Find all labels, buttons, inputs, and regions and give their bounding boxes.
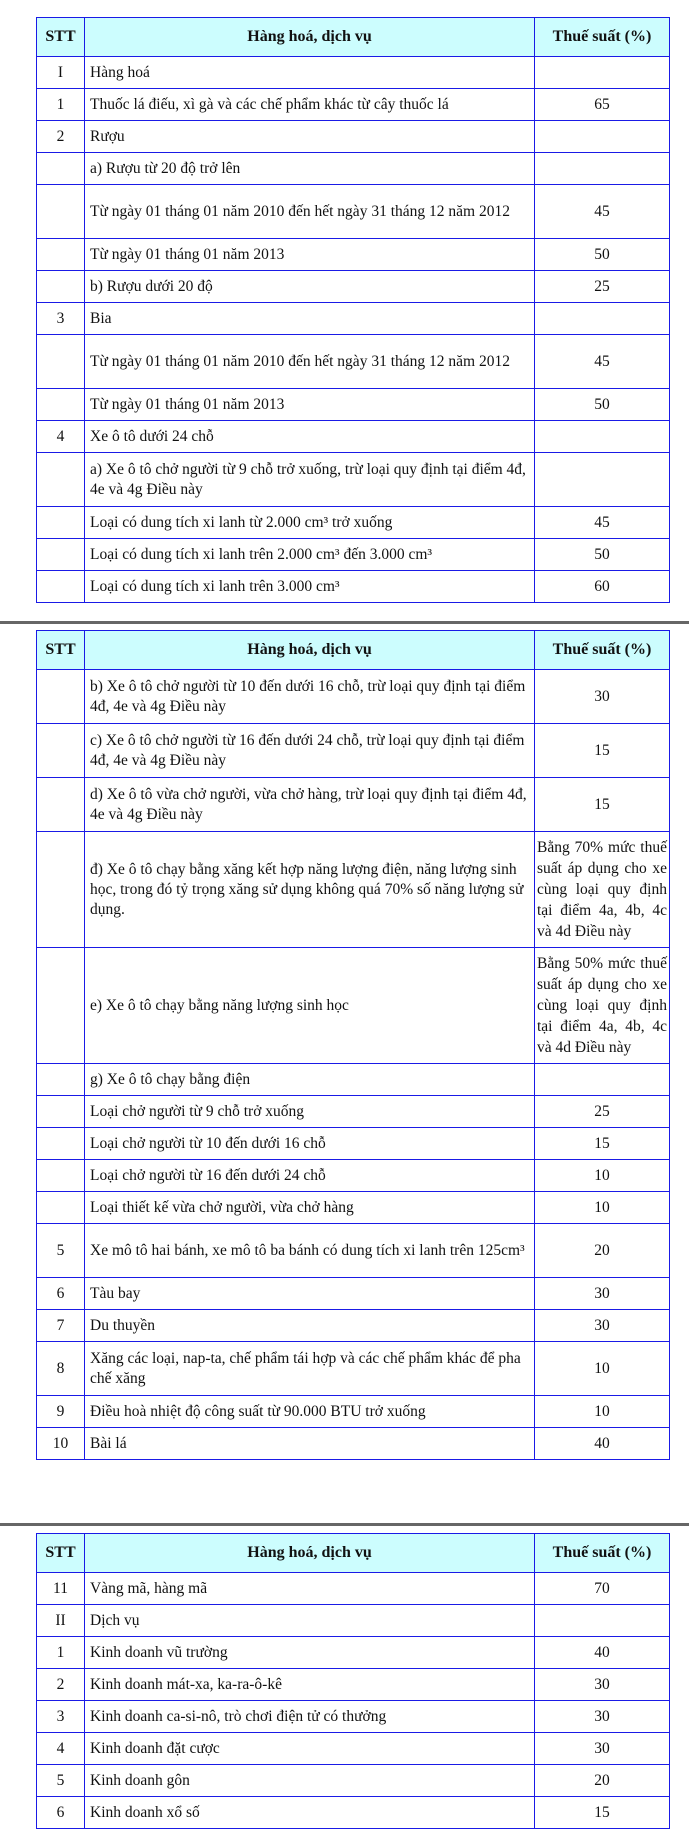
table-row	[37, 303, 670, 335]
tax-table-part-1	[36, 17, 669, 603]
table-row	[37, 1669, 670, 1701]
row-stt: 10	[37, 1428, 85, 1460]
row-rate	[535, 1064, 670, 1096]
row-item: Từ ngày 01 tháng 01 năm 2013	[85, 389, 535, 421]
row-rate	[535, 1605, 670, 1637]
row-item: Kinh doanh xổ số	[85, 1797, 535, 1829]
header-item: Hàng hoá, dịch vụ	[85, 18, 535, 57]
row-rate: 65	[535, 89, 670, 121]
header-rate: Thuế suất (%)	[535, 631, 670, 670]
row-item: Từ ngày 01 tháng 01 năm 2010 đến hết ngày 31 tháng 12 năm 2012	[85, 335, 535, 389]
row-rate: 50	[535, 539, 670, 571]
row-item: Kinh doanh ca-si-nô, trò chơi điện tử có thưởng	[85, 1701, 535, 1733]
row-item: Vàng mã, hàng mã	[85, 1573, 535, 1605]
header-stt: STT	[37, 18, 85, 57]
table-row	[37, 778, 670, 832]
tax-rate-table	[36, 1533, 670, 1829]
row-item: a) Rượu từ 20 độ trở lên	[85, 153, 535, 185]
table-row	[37, 1278, 670, 1310]
row-stt	[37, 539, 85, 571]
row-stt: 2	[37, 121, 85, 153]
tax-rate-table	[36, 17, 670, 603]
row-stt: 5	[37, 1765, 85, 1797]
table-row	[37, 539, 670, 571]
row-rate	[535, 421, 670, 453]
row-rate: 30	[535, 1278, 670, 1310]
table-row	[37, 185, 670, 239]
row-item: c) Xe ô tô chở người từ 16 đến dưới 24 chỗ, trừ loại quy định tại điểm 4đ, 4e và 4g Điều này	[85, 724, 535, 778]
row-rate	[535, 153, 670, 185]
row-rate: 50	[535, 389, 670, 421]
row-stt	[37, 1128, 85, 1160]
row-item: Kinh doanh vũ trường	[85, 1637, 535, 1669]
row-item: Du thuyền	[85, 1310, 535, 1342]
row-rate: 20	[535, 1224, 670, 1278]
row-item: Loại chở người từ 10 đến dưới 16 chỗ	[85, 1128, 535, 1160]
tax-rate-table	[36, 630, 670, 1460]
row-stt: 9	[37, 1396, 85, 1428]
table-row	[37, 89, 670, 121]
table-row	[37, 1733, 670, 1765]
row-stt: 11	[37, 1573, 85, 1605]
row-stt	[37, 185, 85, 239]
row-rate: 15	[535, 778, 670, 832]
row-stt	[37, 1192, 85, 1224]
table-row	[37, 1064, 670, 1096]
row-rate: 15	[535, 724, 670, 778]
row-stt: 4	[37, 421, 85, 453]
row-item: Kinh doanh mát-xa, ka-ra-ô-kê	[85, 1669, 535, 1701]
row-rate: 30	[535, 1733, 670, 1765]
row-rate: 10	[535, 1396, 670, 1428]
section-divider	[0, 621, 689, 624]
row-item: g) Xe ô tô chạy bằng điện	[85, 1064, 535, 1096]
row-rate: 45	[535, 335, 670, 389]
row-item: Kinh doanh gôn	[85, 1765, 535, 1797]
row-rate: 15	[535, 1797, 670, 1829]
row-rate: 45	[535, 185, 670, 239]
tax-table-part-3	[36, 1533, 669, 1829]
row-item: b) Rượu dưới 20 độ	[85, 271, 535, 303]
row-rate: 25	[535, 271, 670, 303]
row-stt	[37, 153, 85, 185]
table-row	[37, 57, 670, 89]
row-stt	[37, 948, 85, 1064]
row-rate: 40	[535, 1428, 670, 1460]
section-divider	[0, 1523, 689, 1526]
row-item: Bài lá	[85, 1428, 535, 1460]
row-rate	[535, 303, 670, 335]
row-stt: 1	[37, 89, 85, 121]
row-stt: 6	[37, 1278, 85, 1310]
row-rate	[535, 121, 670, 153]
row-rate: 10	[535, 1192, 670, 1224]
row-item: đ) Xe ô tô chạy bằng xăng kết hợp năng lượng điện, năng lượng sinh học, trong đó tỷ trọng xăng sử dụng không quá 70% số năng lượng sử dụng.	[85, 832, 535, 948]
row-item: Điều hoà nhiệt độ công suất từ 90.000 BTU trở xuống	[85, 1396, 535, 1428]
row-stt: 8	[37, 1342, 85, 1396]
row-stt	[37, 778, 85, 832]
row-stt: I	[37, 57, 85, 89]
table-row	[37, 1637, 670, 1669]
table-row	[37, 1396, 670, 1428]
row-stt: 3	[37, 1701, 85, 1733]
row-stt	[37, 239, 85, 271]
row-stt	[37, 335, 85, 389]
row-stt: 2	[37, 1669, 85, 1701]
row-item: Tàu bay	[85, 1278, 535, 1310]
header-item: Hàng hoá, dịch vụ	[85, 1534, 535, 1573]
table-row	[37, 948, 670, 1064]
row-stt: 7	[37, 1310, 85, 1342]
row-rate: 30	[535, 1701, 670, 1733]
row-item: Từ ngày 01 tháng 01 năm 2010 đến hết ngày 31 tháng 12 năm 2012	[85, 185, 535, 239]
row-item: Kinh doanh đặt cược	[85, 1733, 535, 1765]
row-stt	[37, 1096, 85, 1128]
table-header-row	[37, 18, 670, 57]
table-row	[37, 1342, 670, 1396]
row-stt: 3	[37, 303, 85, 335]
row-stt	[37, 670, 85, 724]
table-row	[37, 1573, 670, 1605]
row-rate: 45	[535, 507, 670, 539]
row-item: Loại chở người từ 16 đến dưới 24 chỗ	[85, 1160, 535, 1192]
table-row	[37, 1096, 670, 1128]
row-item: Xăng các loại, nap-ta, chế phẩm tái hợp và các chế phẩm khác để pha chế xăng	[85, 1342, 535, 1396]
row-item: Loại có dung tích xi lanh trên 3.000 cm³	[85, 571, 535, 603]
table-row	[37, 1428, 670, 1460]
table-row	[37, 1605, 670, 1637]
row-rate: 50	[535, 239, 670, 271]
row-rate: Bằng 50% mức thuế suất áp dụng cho xe cùng loại quy định tại điểm 4a, 4b, 4c và 4d Điều này	[535, 948, 670, 1064]
header-stt: STT	[37, 631, 85, 670]
row-rate: 30	[535, 1310, 670, 1342]
table-row	[37, 453, 670, 507]
row-item: Hàng hoá	[85, 57, 535, 89]
row-stt: 1	[37, 1637, 85, 1669]
row-rate: 60	[535, 571, 670, 603]
table-row	[37, 421, 670, 453]
header-item: Hàng hoá, dịch vụ	[85, 631, 535, 670]
row-stt	[37, 271, 85, 303]
row-rate: 20	[535, 1765, 670, 1797]
table-row	[37, 271, 670, 303]
table-row	[37, 1128, 670, 1160]
table-row	[37, 670, 670, 724]
table-row	[37, 121, 670, 153]
row-rate: 70	[535, 1573, 670, 1605]
row-stt	[37, 571, 85, 603]
table-row	[37, 1160, 670, 1192]
row-item: b) Xe ô tô chở người từ 10 đến dưới 16 chỗ, trừ loại quy định tại điểm 4đ, 4e và 4g Điều này	[85, 670, 535, 724]
row-rate: 25	[535, 1096, 670, 1128]
table-row	[37, 507, 670, 539]
row-rate: 30	[535, 670, 670, 724]
table-row	[37, 1192, 670, 1224]
table-row	[37, 1797, 670, 1829]
table-row	[37, 724, 670, 778]
row-rate: 40	[535, 1637, 670, 1669]
row-item: Từ ngày 01 tháng 01 năm 2013	[85, 239, 535, 271]
row-item: e) Xe ô tô chạy bằng năng lượng sinh học	[85, 948, 535, 1064]
row-item: Loại chở người từ 9 chỗ trở xuống	[85, 1096, 535, 1128]
row-stt: 5	[37, 1224, 85, 1278]
row-stt	[37, 507, 85, 539]
row-item: d) Xe ô tô vừa chở người, vừa chở hàng, trừ loại quy định tại điểm 4đ, 4e và 4g Điều này	[85, 778, 535, 832]
row-rate: 10	[535, 1342, 670, 1396]
table-row	[37, 389, 670, 421]
row-item: Rượu	[85, 121, 535, 153]
row-item: Loại có dung tích xi lanh trên 2.000 cm³ đến 3.000 cm³	[85, 539, 535, 571]
header-rate: Thuế suất (%)	[535, 18, 670, 57]
row-item: a) Xe ô tô chở người từ 9 chỗ trở xuống, trừ loại quy định tại điểm 4đ, 4e và 4g Điều này	[85, 453, 535, 507]
table-row	[37, 832, 670, 948]
row-stt	[37, 832, 85, 948]
row-stt: II	[37, 1605, 85, 1637]
row-stt: 4	[37, 1733, 85, 1765]
row-rate: Bằng 70% mức thuế suất áp dụng cho xe cùng loại quy định tại điểm 4a, 4b, 4c và 4d Điều này	[535, 832, 670, 948]
table-row	[37, 1765, 670, 1797]
tax-table-part-2	[36, 630, 669, 1460]
header-stt: STT	[37, 1534, 85, 1573]
row-stt: 6	[37, 1797, 85, 1829]
row-rate: 10	[535, 1160, 670, 1192]
table-row	[37, 239, 670, 271]
row-item: Thuốc lá điếu, xì gà và các chế phẩm khác từ cây thuốc lá	[85, 89, 535, 121]
row-stt	[37, 724, 85, 778]
table-row	[37, 1224, 670, 1278]
row-item: Loại có dung tích xi lanh từ 2.000 cm³ trở xuống	[85, 507, 535, 539]
row-rate	[535, 453, 670, 507]
table-row	[37, 1701, 670, 1733]
row-item: Dịch vụ	[85, 1605, 535, 1637]
row-stt	[37, 1160, 85, 1192]
row-item: Loại thiết kế vừa chở người, vừa chở hàng	[85, 1192, 535, 1224]
row-rate: 30	[535, 1669, 670, 1701]
header-rate: Thuế suất (%)	[535, 1534, 670, 1573]
table-row	[37, 153, 670, 185]
row-item: Bia	[85, 303, 535, 335]
row-item: Xe mô tô hai bánh, xe mô tô ba bánh có dung tích xi lanh trên 125cm³	[85, 1224, 535, 1278]
table-row	[37, 335, 670, 389]
table-header-row	[37, 631, 670, 670]
table-row	[37, 1310, 670, 1342]
row-rate	[535, 57, 670, 89]
row-item: Xe ô tô dưới 24 chỗ	[85, 421, 535, 453]
table-header-row	[37, 1534, 670, 1573]
table-row	[37, 571, 670, 603]
row-stt	[37, 1064, 85, 1096]
row-rate: 15	[535, 1128, 670, 1160]
row-stt	[37, 389, 85, 421]
row-stt	[37, 453, 85, 507]
